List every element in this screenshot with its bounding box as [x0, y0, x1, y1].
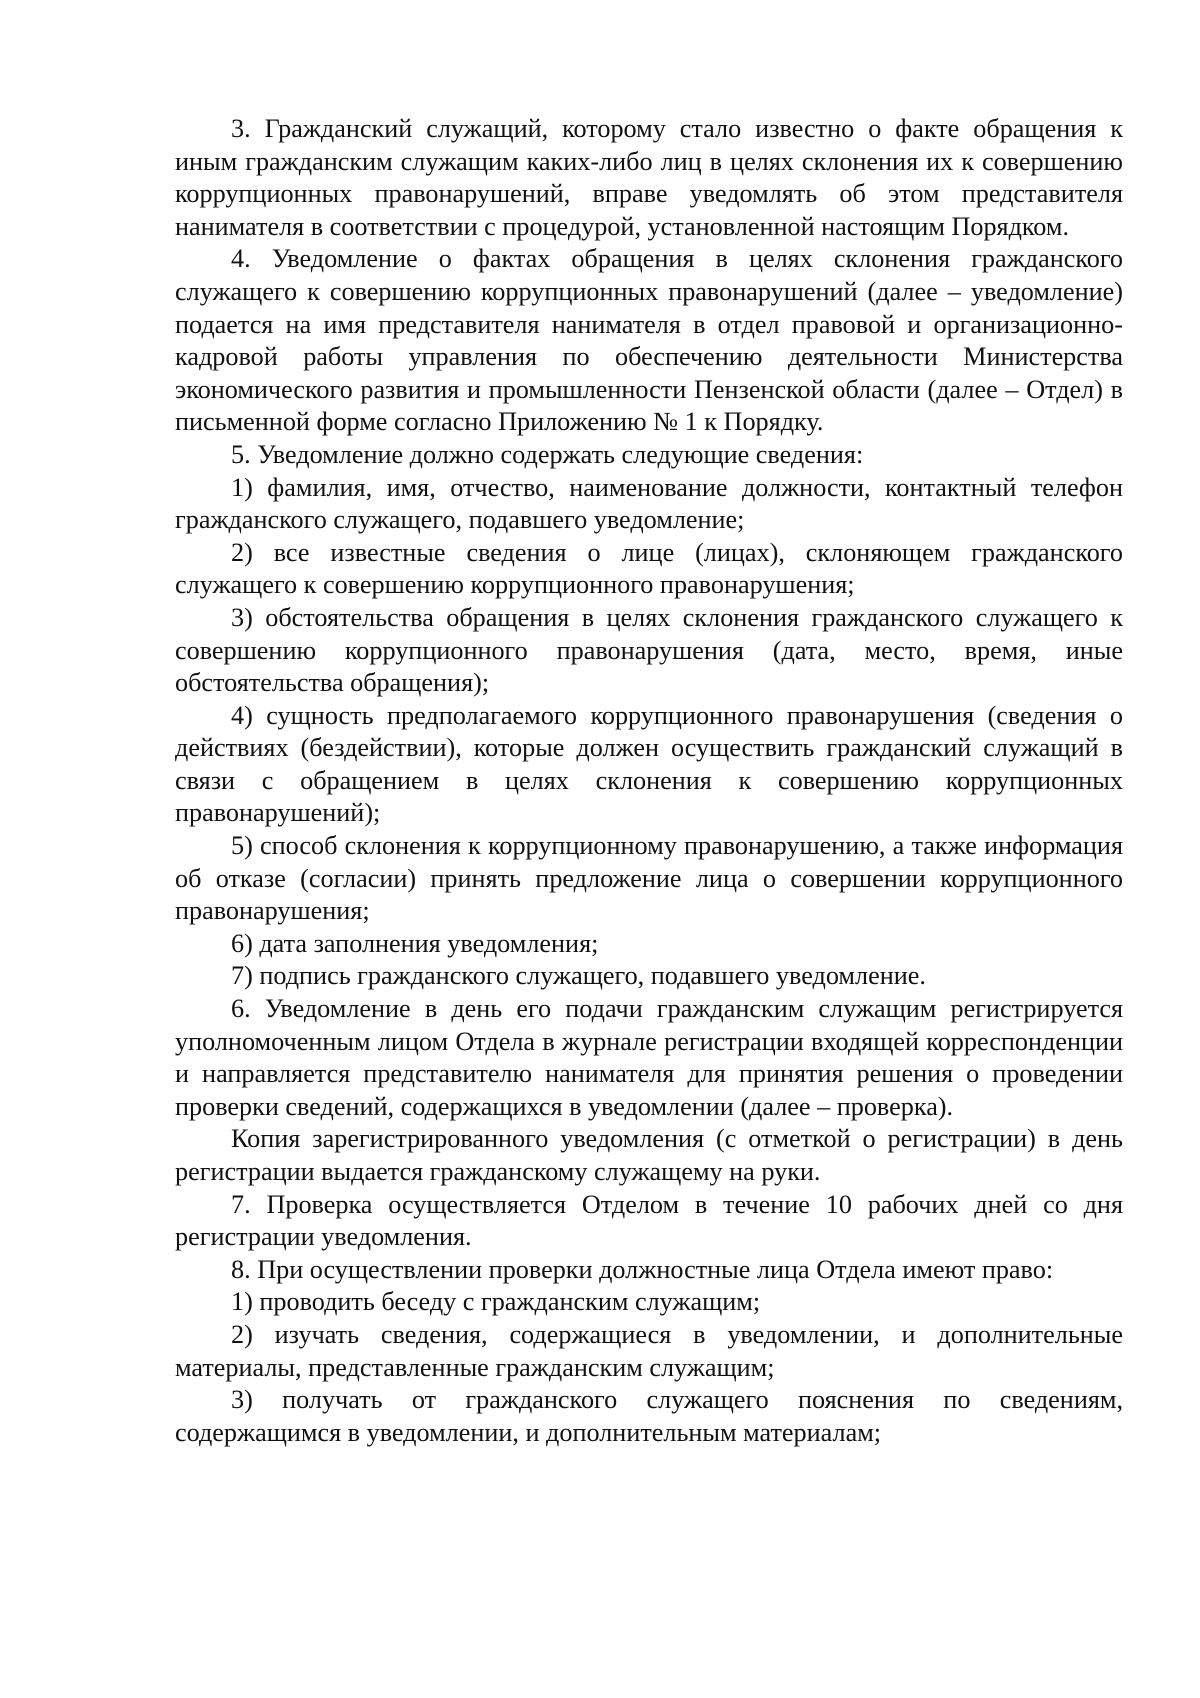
- paragraph-item-7: 7. Проверка осуществляется Отделом в течение 10 рабочих дней со дня регистрации уведомления.: [175, 1189, 1123, 1252]
- paragraph-subitem-5-2: 2) все известные сведения о лице (лицах), склоняющем гражданского служащего к совершению коррупционного правонарушения;: [175, 537, 1123, 600]
- paragraph-subitem-5-7: 7) подпись гражданского служащего, подавшего уведомление.: [231, 961, 926, 991]
- document-page: [175, 113, 1123, 1449]
- paragraph-item-4: 4. Уведомление о фактах обращения в целях склонения гражданского служащего к совершению коррупционных правонарушений (далее – уведомление) подается на имя представителя нанимателя в отдел правовой и организационно-кадровой работы управления по обеспечению деятельности Министерства экономического развития и промышленности Пензенской области (далее – Отдел) в письменной форме согласно Приложению № 1 к Порядку.: [175, 244, 1123, 437]
- paragraph-subitem-5-4: 4) сущность предполагаемого коррупционного правонарушения (сведения о действиях (бездействии), которые должен осуществить гражданский служащий в связи с обращением в целях склонения к совершению коррупционных правонарушений);: [175, 700, 1123, 828]
- paragraph-subitem-5-6: 6) дата заполнения уведомления;: [231, 928, 599, 958]
- paragraph-subitem-8-3: 3) получать от гражданского служащего пояснения по сведениям, содержащимся в уведомлении, и дополнительным материалам;: [175, 1385, 1123, 1447]
- paragraph-subitem-8-2: 2) изучать сведения, содержащиеся в уведомлении, и дополнительные материалы, представленные гражданским служащим;: [175, 1319, 1123, 1382]
- paragraph-item-3: 3. Гражданский служащий, которому стало известно о факте обращения к иным гражданским служащим каких-либо лиц в целях склонения их к совершению коррупционных правонарушений, вправе уведомлять об этом представителя нанимателя в соответствии с процедурой, установленной настоящим Порядком.: [175, 114, 1123, 241]
- paragraph-item-6: 6. Уведомление в день его подачи гражданским служащим регистрируется уполномоченным лицом Отдела в журнале регистрации входящей корреспонденции и направляется представителю нанимателя для принятия решения о проведении проверки сведений, содержащихся в уведомлении (далее – проверка).: [175, 994, 1123, 1121]
- paragraph-item-6-copy: Копия зарегистрированного уведомления (с отметкой о регистрации) в день регистрации выдается гражданскому служащему на руки.: [175, 1124, 1123, 1186]
- paragraph-subitem-5-5: 5) способ склонения к коррупционному правонарушению, а также информация об отказе (согласии) принять предложение лица о совершении коррупционного правонарушения;: [175, 831, 1123, 926]
- paragraph-item-5: 5. Уведомление должно содержать следующие сведения:: [231, 439, 864, 469]
- paragraph-item-8: 8. При осуществлении проверки должностные лица Отдела имеют право:: [231, 1254, 1054, 1284]
- paragraph-subitem-5-3: 3) обстоятельства обращения в целях склонения гражданского служащего к совершению коррупционного правонарушения (дата, место, время, иные обстоятельства обращения);: [175, 602, 1123, 698]
- paragraph-subitem-5-1: 1) фамилия, имя, отчество, наименование должности, контактный телефон гражданского служащего, подавшего уведомление;: [175, 472, 1123, 535]
- paragraph-subitem-8-1: 1) проводить беседу с гражданским служащим;: [231, 1287, 761, 1317]
